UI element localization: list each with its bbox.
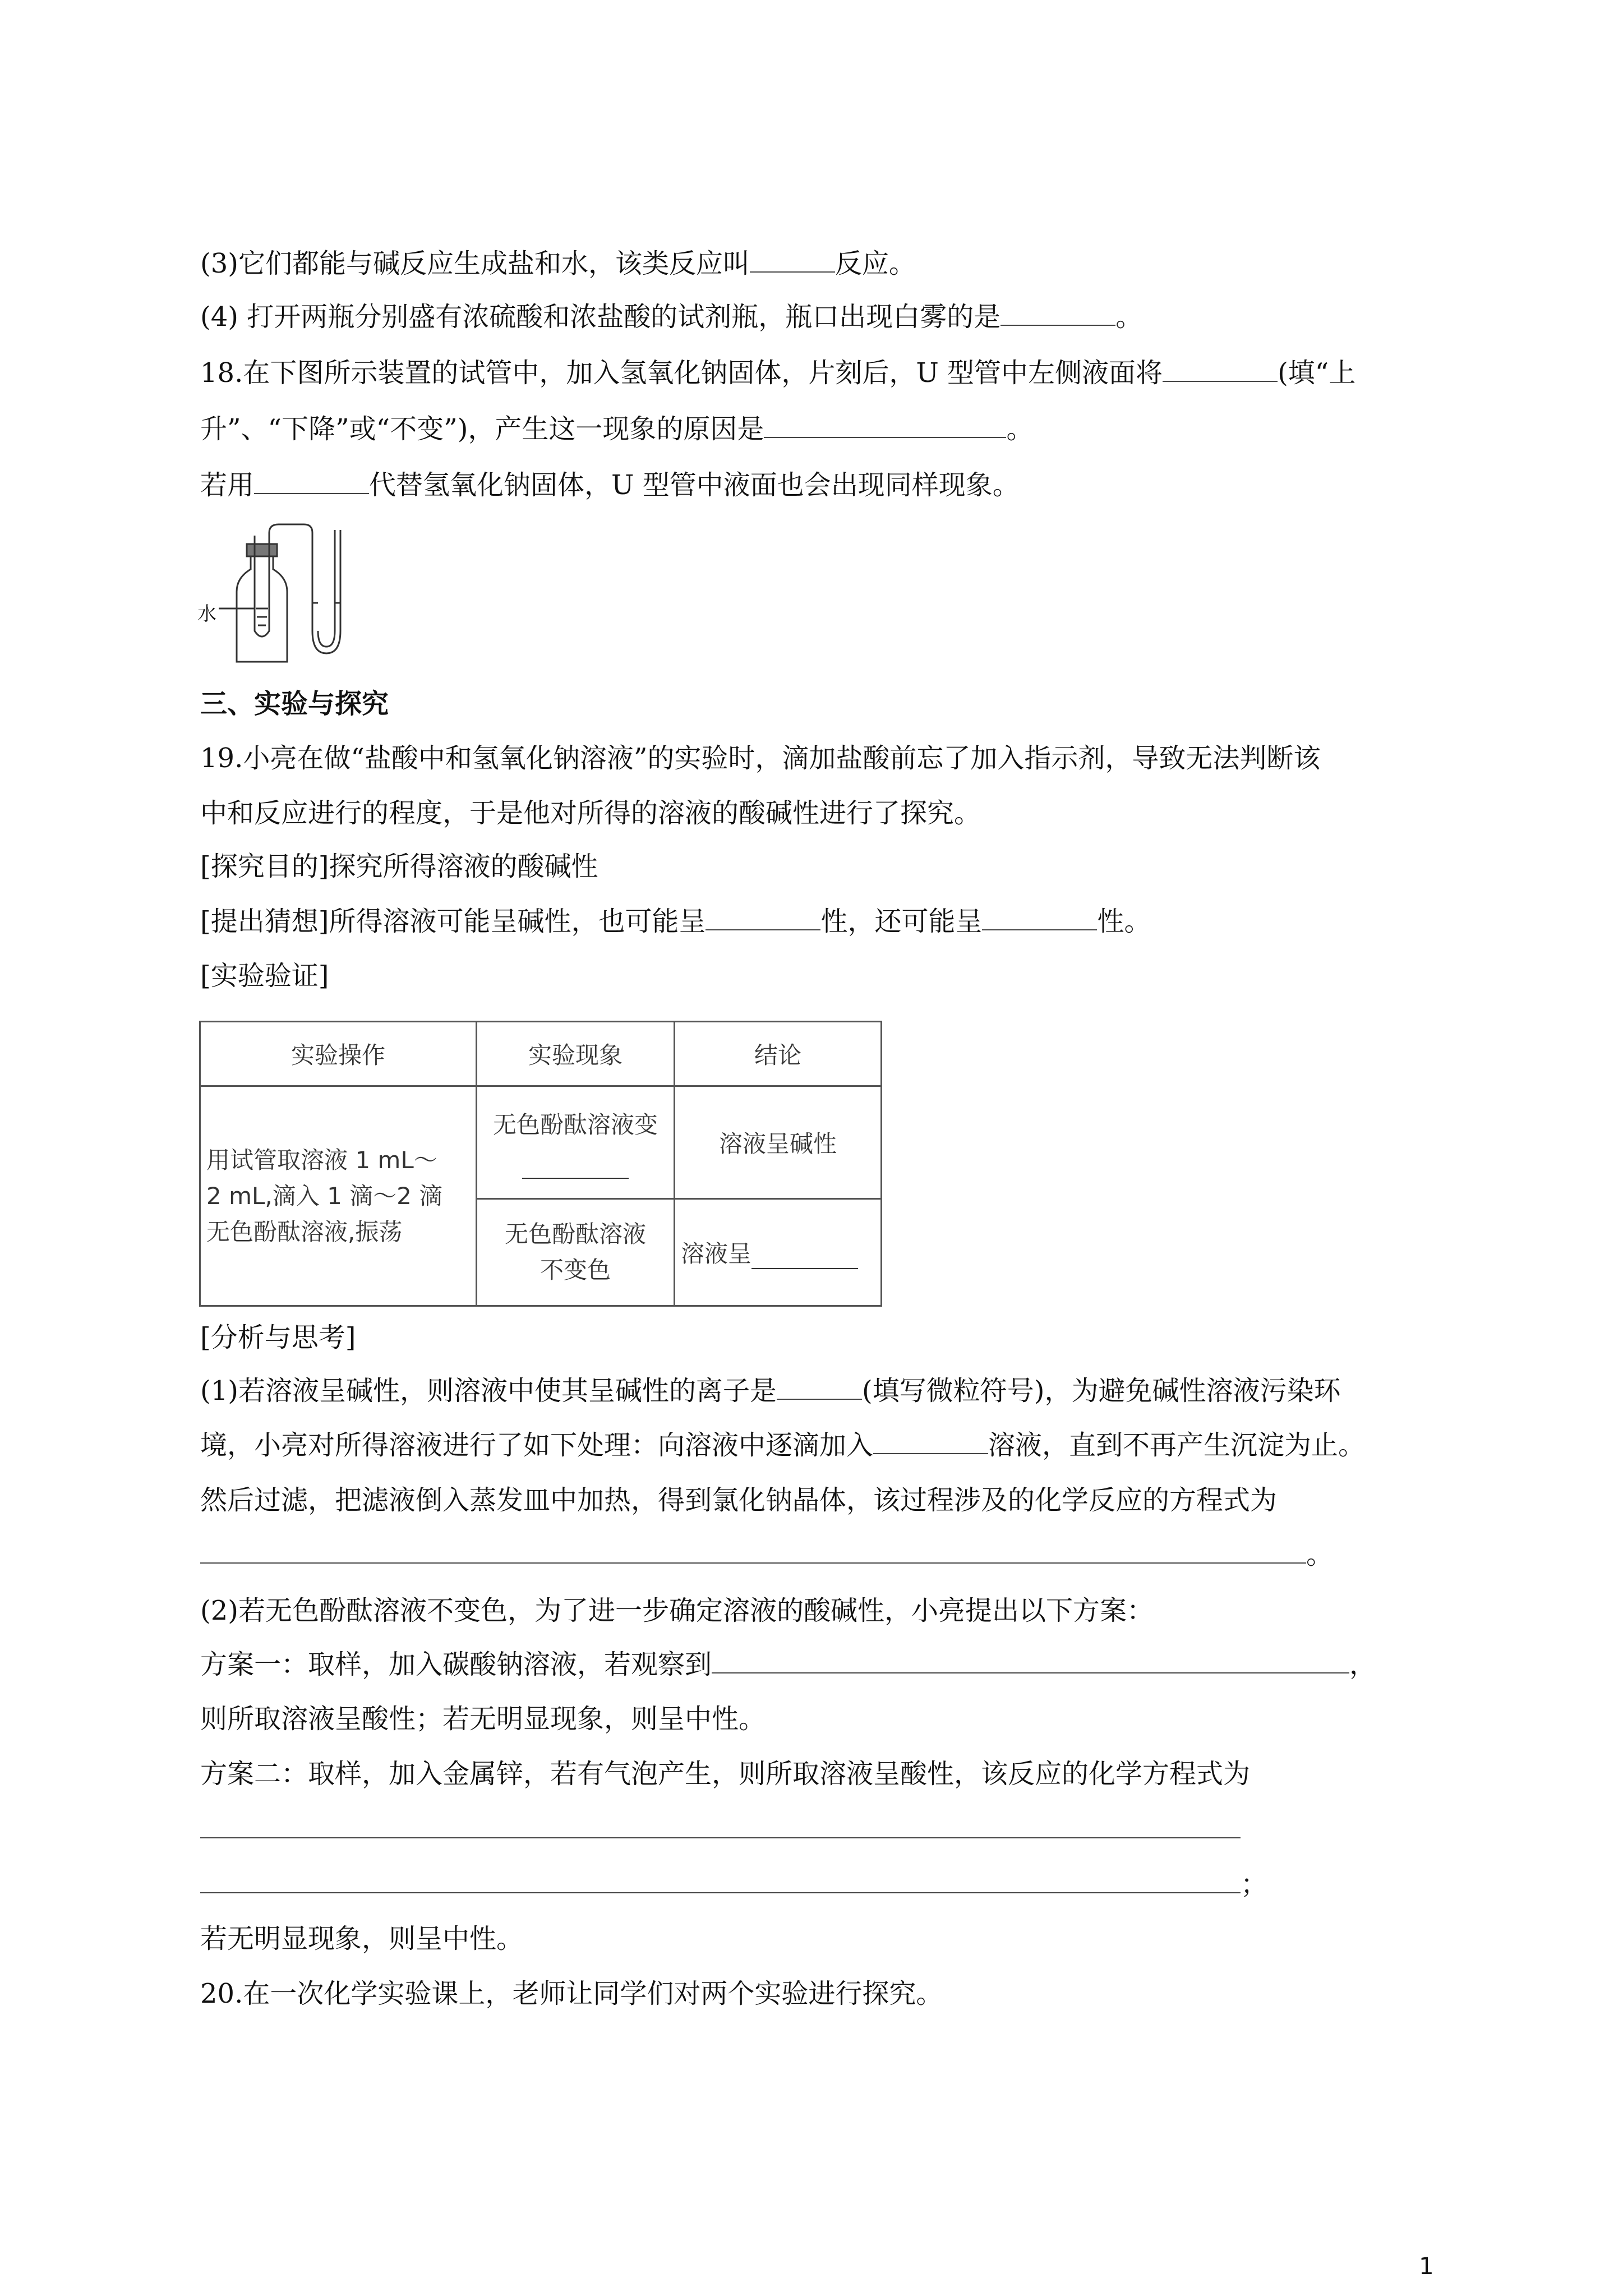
q19-line2: 中和反应进行的程度，于是他对所得的溶液的酸碱性进行了探究。 [200,797,981,829]
answer-blank[interactable] [712,1648,1349,1673]
operation-cell: 用试管取溶液 1 mL～ 2 mL,滴入 1 滴～2 滴 无色酚酞溶液,振荡 [200,1086,477,1306]
conclusion-cell: 溶液呈碱性 [675,1086,882,1199]
plan2-line1: 方案二：取样，加入金属锌，若有气泡产生，则所取溶液呈酸性，该反应的化学方程式为 [200,1758,1251,1790]
experiment-table [199,1021,882,1307]
analysis-1-line2: 境，小亮对所得溶液进行了如下处理：向溶液中逐滴加入 溶液，直到不再产生沉淀为止。 [200,1430,1366,1461]
answer-blank[interactable] [777,1374,862,1400]
plan1-line1: 方案一：取样，加入碳酸钠溶液，若观察到 ， [200,1649,1377,1680]
answer-blank[interactable] [254,468,369,494]
table-header: 实验现象 [477,1022,675,1086]
apparatus-figure [197,519,382,670]
answer-blank[interactable] [200,1813,1241,1838]
answer-blank[interactable] [706,905,820,930]
answer-blank[interactable] [751,1246,858,1269]
answer-blank[interactable] [200,1868,1241,1893]
plan1-line2: 则所取溶液呈酸性；若无明显现象，则呈中性。 [200,1703,766,1735]
q18-line2: 升”、“下降”或“不变”)，产生这一现象的原因是 。 [200,413,1034,445]
table-header: 结论 [675,1022,882,1086]
analysis-1-line4: 。 [200,1538,1333,1571]
conclusion-cell: 溶液呈 [675,1199,882,1306]
plan2-blank-line2: ； [200,1868,1267,1901]
apparatus-diagram [197,519,382,670]
analysis-heading: [分析与思考] [200,1322,356,1353]
q19-guess: [提出猜想]所得溶液可能呈碱性，也可能呈 性，还可能呈 性。 [200,906,1151,937]
analysis-1-line3: 然后过滤，把滤液倒入蒸发皿中加热，得到氯化钠晶体，该过程涉及的化学反应的方程式为 [200,1484,1278,1516]
phenomenon-cell: 无色酚酞溶液变 [477,1086,675,1199]
answer-blank[interactable] [1000,300,1115,326]
plan2-blank-line1 [200,1813,1241,1846]
q17-part3: (3)它们都能与碱反应生成盐和水，该类反应叫 反应。 [200,248,916,279]
q18-line3: 若用 代替氢氧化钠固体，U 型管中液面也会出现同样现象。 [200,469,1020,501]
section-heading: 三、实验与探究 [200,688,389,720]
table-row [200,1086,882,1199]
answer-blank[interactable] [200,1538,1306,1564]
answer-blank[interactable] [750,247,835,273]
analysis-1-line1: (1)若溶液呈碱性，则溶液中使其呈碱性的离子是 (填写微粒符号)，为避免碱性溶液污染环 [200,1375,1341,1407]
q19-line1: 19.小亮在做“盐酸中和氢氧化钠溶液”的实验时，滴加盐酸前忘了加入指示剂，导致无法判断该 [200,743,1321,774]
answer-blank[interactable] [764,412,1006,438]
phenomenon-cell: 无色酚酞溶液 不变色 [477,1199,675,1306]
answer-blank[interactable] [1163,356,1278,382]
q17-part4: (4) 打开两瓶分别盛有浓硫酸和浓盐酸的试剂瓶，瓶口出现白雾的是 。 [200,301,1143,333]
analysis-2-line1: (2)若无色酚酞溶液不变色，为了进一步确定溶液的酸碱性，小亮提出以下方案： [200,1595,1154,1626]
q18-line1: 18.在下图所示装置的试管中，加入氢氧化钠固体，片刻后，U 型管中左侧液面将 (填“上 [200,357,1356,389]
q19-verify: [实验验证] [200,960,329,992]
plan2-last: 若无明显现象，则呈中性。 [200,1923,524,1954]
q19-purpose: [探究目的]探究所得溶液的酸碱性 [200,851,598,882]
table-header: 实验操作 [200,1022,477,1086]
q20-line1: 20.在一次化学实验课上，老师让同学们对两个实验进行探究。 [200,1978,943,2009]
page-number: 1 [1419,2252,1434,2280]
table-header-row [200,1022,882,1086]
answer-blank[interactable] [982,905,1097,930]
water-label: 水 [197,603,216,625]
answer-blank[interactable] [522,1155,629,1179]
answer-blank[interactable] [873,1428,988,1454]
